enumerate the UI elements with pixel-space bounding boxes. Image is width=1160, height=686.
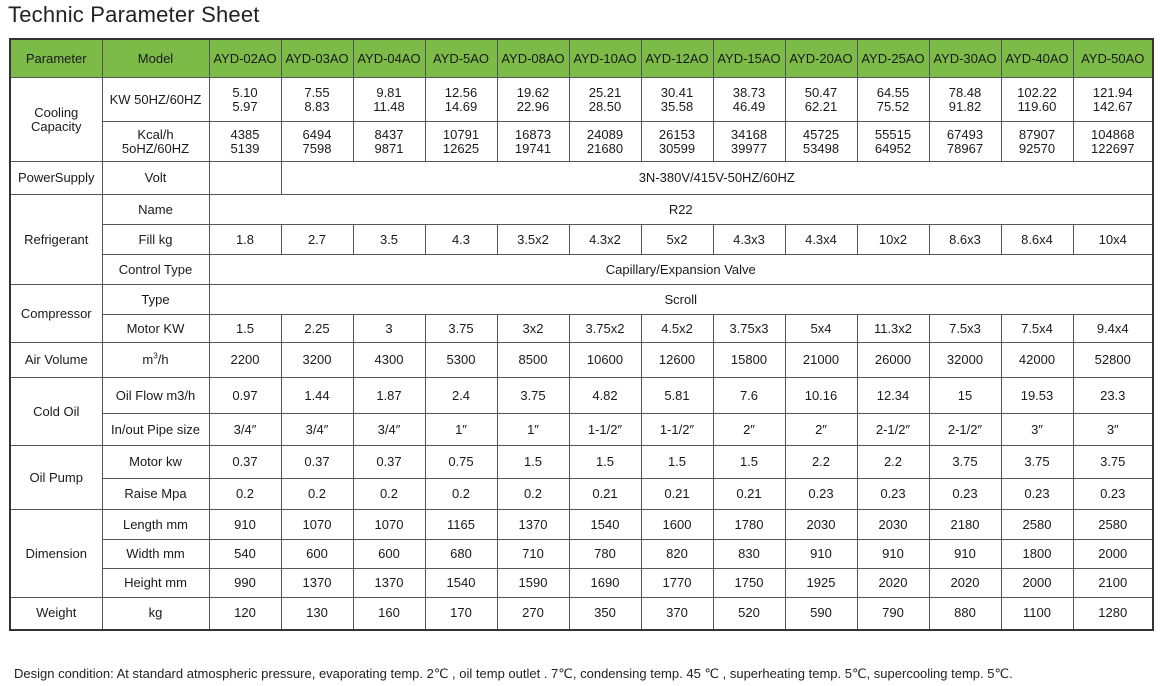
value-cell: 4.3 (425, 225, 497, 255)
value-cell: 2.4 (425, 378, 497, 414)
header-model: Model (102, 39, 209, 78)
label-motor-kw: Motor KW (102, 315, 209, 343)
value-line: 8437 (374, 126, 404, 142)
value-cell: 130 (281, 598, 353, 630)
value-cell: 0.97 (209, 378, 281, 414)
value-line: 121.94 (1092, 84, 1133, 100)
table-row (10, 510, 1153, 540)
value-cell: 350 (569, 598, 641, 630)
value-cell: 830 (713, 540, 785, 569)
value-cell (713, 122, 785, 162)
value-cell (209, 122, 281, 162)
value-cell: 2580 (1001, 510, 1073, 540)
value-cell: 1800 (1001, 540, 1073, 569)
value-cell: 0.75 (425, 446, 497, 479)
value-cell (353, 78, 425, 122)
value-cell: 1″ (497, 414, 569, 446)
value-cell: 1-1/2″ (569, 414, 641, 446)
value-cell: 2580 (1073, 510, 1153, 540)
value-line: 119.60 (1017, 98, 1057, 114)
model-column: AYD-40AO (1001, 39, 1073, 78)
value-cell: 1600 (641, 510, 713, 540)
value-line: 5.10 (232, 84, 258, 100)
value-cell: 32000 (929, 343, 1001, 378)
group-compressor: Compressor (10, 285, 102, 343)
value-cell: 0.21 (641, 479, 713, 510)
value-cell (281, 78, 353, 122)
label-height: Height mm (102, 569, 209, 598)
value-cell (209, 78, 281, 122)
table-row (10, 195, 1153, 225)
value-cell: 1-1/2″ (641, 414, 713, 446)
value-cell: 4.3x2 (569, 225, 641, 255)
value-cell: 3.75x2 (569, 315, 641, 343)
value-cell: 10.16 (785, 378, 857, 414)
value-cell (713, 78, 785, 122)
value-line: 8.83 (304, 98, 330, 114)
value-cell: 1100 (1001, 598, 1073, 630)
unit-kw: KW 50HZ/60HZ (102, 78, 209, 122)
value-cell: 1770 (641, 569, 713, 598)
value-line: 62.21 (804, 98, 838, 114)
value-cell: 600 (281, 540, 353, 569)
value-cell: 0.21 (569, 479, 641, 510)
table-row (10, 255, 1153, 285)
value-cell: 2200 (209, 343, 281, 378)
value-line: 78.48 (948, 84, 982, 100)
group-oil-pump: Oil Pump (10, 446, 102, 510)
value-line: 25.21 (588, 84, 622, 100)
value-cell (857, 78, 929, 122)
value-line: 55515 (874, 126, 912, 142)
unit-kcal: Kcal/h 5oHZ/60HZ (102, 122, 209, 162)
value-cell: 1.5 (209, 315, 281, 343)
value-cell (641, 78, 713, 122)
table-row (10, 122, 1153, 162)
value-cell: 1540 (569, 510, 641, 540)
value-cell: 2-1/2″ (929, 414, 1001, 446)
unit-volt: Volt (102, 162, 209, 195)
value-cell: 1″ (425, 414, 497, 446)
table-row (10, 343, 1153, 378)
table-row (10, 378, 1153, 414)
value-cell: 1.5 (497, 446, 569, 479)
value-line: 142.67 (1092, 98, 1133, 114)
value-cell (569, 78, 641, 122)
value-cell: 910 (785, 540, 857, 569)
value-line: 122697 (1091, 140, 1135, 156)
value-cell (1073, 122, 1153, 162)
value-cell: 2100 (1073, 569, 1153, 598)
value-line: 64952 (874, 140, 912, 156)
group-weight: Weight (10, 598, 102, 630)
table-row (10, 479, 1153, 510)
model-column: AYD-50AO (1073, 39, 1153, 78)
value-cell: 910 (857, 540, 929, 569)
value-cell: 0.21 (713, 479, 785, 510)
value-line: 14.69 (444, 98, 478, 114)
value-cell: 10600 (569, 343, 641, 378)
value-cell: 3.75 (425, 315, 497, 343)
value-line: 64.55 (876, 84, 910, 100)
value-line: 102.22 (1017, 84, 1057, 100)
value-cell: 2030 (857, 510, 929, 540)
model-column: AYD-03AO (281, 39, 353, 78)
value-cell: 21000 (785, 343, 857, 378)
value-cell: 170 (425, 598, 497, 630)
value-line: 6494 (302, 126, 332, 142)
value-cell: 710 (497, 540, 569, 569)
table-row (10, 78, 1153, 122)
table-row (10, 569, 1153, 598)
value-cell: 1.44 (281, 378, 353, 414)
value-cell: 270 (497, 598, 569, 630)
value-cell: 3 (353, 315, 425, 343)
value-cell: 3.5x2 (497, 225, 569, 255)
value-cell: 910 (929, 540, 1001, 569)
value-cell: 42000 (1001, 343, 1073, 378)
value-cell: 1370 (497, 510, 569, 540)
value-cell: 12.34 (857, 378, 929, 414)
value-cell (1073, 78, 1153, 122)
value-cell: 0.2 (497, 479, 569, 510)
value-cell: 5.81 (641, 378, 713, 414)
value-line: 24089 (586, 126, 624, 142)
value-cell: 7.5x3 (929, 315, 1001, 343)
value-cell: 1.87 (353, 378, 425, 414)
value-cell (497, 122, 569, 162)
model-column: AYD-12AO (641, 39, 713, 78)
value-cell: 1165 (425, 510, 497, 540)
compressor-type: Scroll (209, 285, 1153, 315)
value-line: 38.73 (732, 84, 766, 100)
value-line: 16873 (514, 126, 552, 142)
label-length: Length mm (102, 510, 209, 540)
value-cell: 1370 (281, 569, 353, 598)
value-line: 75.52 (876, 98, 910, 114)
value-line: 19.62 (516, 84, 550, 100)
design-condition-note: Design condition: At standard atmospheric pressure, evaporating temp. 2℃ , oil temp outlet . 7℃, condensing temp. 45 ℃ , superheating temp. 5℃, supercooling temp. 5℃. (14, 666, 1013, 681)
value-line: 35.58 (660, 98, 694, 114)
table-row (10, 285, 1153, 315)
value-cell: 1750 (713, 569, 785, 598)
power-value: 3N-380V/415V-50HZ/60HZ (281, 162, 1153, 195)
value-cell: 10x2 (857, 225, 929, 255)
value-cell: 1.5 (569, 446, 641, 479)
value-line: 7.55 (304, 84, 330, 100)
value-cell: 120 (209, 598, 281, 630)
value-cell: 8.6x4 (1001, 225, 1073, 255)
label-raise: Raise Mpa (102, 479, 209, 510)
value-line: 30.41 (660, 84, 694, 100)
model-column: AYD-30AO (929, 39, 1001, 78)
value-cell: 5300 (425, 343, 497, 378)
value-cell: 540 (209, 540, 281, 569)
group-cooling-capacity: Cooling Capacity (10, 78, 102, 162)
table-row (10, 225, 1153, 255)
value-line: 46.49 (732, 98, 766, 114)
label-motor-kw: Motor kw (102, 446, 209, 479)
header-row (10, 39, 1153, 78)
value-cell: 1370 (353, 569, 425, 598)
table-row (10, 162, 1153, 195)
model-column: AYD-02AO (209, 39, 281, 78)
value-line: 9871 (374, 140, 404, 156)
value-cell: 3″ (1001, 414, 1073, 446)
value-line: 22.96 (516, 98, 550, 114)
value-line: 4385 (230, 126, 260, 142)
value-cell: 3/4″ (281, 414, 353, 446)
value-cell (425, 122, 497, 162)
group-dimension: Dimension (10, 510, 102, 598)
value-cell: 10x4 (1073, 225, 1153, 255)
value-line: 12.56 (444, 84, 478, 100)
value-cell: 160 (353, 598, 425, 630)
value-cell: 2″ (713, 414, 785, 446)
label-name: Name (102, 195, 209, 225)
value-line: 5.97 (232, 98, 258, 114)
value-line: 28.50 (588, 98, 622, 114)
value-cell: 1590 (497, 569, 569, 598)
value-line: 19741 (514, 140, 552, 156)
value-cell: 4300 (353, 343, 425, 378)
header-parameter: Parameter (10, 39, 102, 78)
value-cell: 0.2 (209, 479, 281, 510)
value-line: 12625 (442, 140, 480, 156)
value-cell: 3.75 (929, 446, 1001, 479)
value-cell: 1280 (1073, 598, 1153, 630)
value-cell: 2.2 (785, 446, 857, 479)
value-cell: 26000 (857, 343, 929, 378)
value-line: 45725 (802, 126, 840, 142)
value-cell: 4.3x3 (713, 225, 785, 255)
empty-cell (209, 162, 281, 195)
unit-m3h: $m^3/h$ (102, 343, 209, 378)
value-line: 7598 (302, 140, 332, 156)
value-cell (353, 122, 425, 162)
value-cell: 1780 (713, 510, 785, 540)
value-cell: 3.75 (1073, 446, 1153, 479)
value-cell: 1070 (353, 510, 425, 540)
value-cell: 1925 (785, 569, 857, 598)
value-cell: 880 (929, 598, 1001, 630)
value-line: 34168 (730, 126, 768, 142)
value-cell: 3x2 (497, 315, 569, 343)
value-cell: 520 (713, 598, 785, 630)
value-cell: 3.75x3 (713, 315, 785, 343)
model-column: AYD-10AO (569, 39, 641, 78)
value-cell: 1.5 (713, 446, 785, 479)
label-fill: Fill kg (102, 225, 209, 255)
value-cell: 370 (641, 598, 713, 630)
value-cell: 1.8 (209, 225, 281, 255)
value-cell: 990 (209, 569, 281, 598)
value-cell: 9.4x4 (1073, 315, 1153, 343)
value-cell (569, 122, 641, 162)
model-column: AYD-20AO (785, 39, 857, 78)
value-cell: 0.2 (425, 479, 497, 510)
value-cell: 0.23 (857, 479, 929, 510)
value-cell: 5x2 (641, 225, 713, 255)
value-cell: 4.82 (569, 378, 641, 414)
value-cell: 2″ (785, 414, 857, 446)
model-column: AYD-15AO (713, 39, 785, 78)
value-line: 26153 (658, 126, 696, 142)
value-cell: 2.25 (281, 315, 353, 343)
value-cell: 15 (929, 378, 1001, 414)
unit-kg: kg (102, 598, 209, 630)
value-line: 50.47 (804, 84, 838, 100)
value-line: 9.81 (376, 84, 402, 100)
value-cell (497, 78, 569, 122)
model-column: AYD-08AO (497, 39, 569, 78)
value-cell: 5x4 (785, 315, 857, 343)
label-type: Type (102, 285, 209, 315)
value-line: 10791 (442, 126, 480, 142)
table-row (10, 315, 1153, 343)
value-cell: 910 (209, 510, 281, 540)
value-cell: 4.3x4 (785, 225, 857, 255)
value-cell: 0.23 (929, 479, 1001, 510)
value-cell: 3/4″ (209, 414, 281, 446)
table-row (10, 414, 1153, 446)
value-cell: 3.5 (353, 225, 425, 255)
value-cell: 52800 (1073, 343, 1153, 378)
value-cell: 0.2 (281, 479, 353, 510)
value-cell: 2180 (929, 510, 1001, 540)
group-power-supply: PowerSupply (10, 162, 102, 195)
value-cell: 3.75 (1001, 446, 1073, 479)
label-oil-flow: Oil Flow m3/h (102, 378, 209, 414)
value-cell: 780 (569, 540, 641, 569)
value-cell (857, 122, 929, 162)
value-cell (1001, 122, 1073, 162)
group-air-volume: Air Volume (10, 343, 102, 378)
value-line: 11.48 (373, 98, 405, 114)
value-line: 92570 (1018, 140, 1056, 156)
value-cell: 0.23 (1001, 479, 1073, 510)
model-column: AYD-25AO (857, 39, 929, 78)
value-cell (929, 78, 1001, 122)
value-cell: 2.2 (857, 446, 929, 479)
value-cell: 8.6x3 (929, 225, 1001, 255)
value-cell: 600 (353, 540, 425, 569)
value-cell: 11.3x2 (857, 315, 929, 343)
refrigerant-name: R22 (209, 195, 1153, 225)
value-line: 87907 (1018, 126, 1056, 142)
table-row (10, 540, 1153, 569)
value-cell: 680 (425, 540, 497, 569)
label-pipe-size: In/out Pipe size (102, 414, 209, 446)
value-cell: 1540 (425, 569, 497, 598)
value-cell: 2-1/2″ (857, 414, 929, 446)
value-cell: 4.5x2 (641, 315, 713, 343)
value-cell (785, 122, 857, 162)
value-cell: 2.7 (281, 225, 353, 255)
value-cell: 0.23 (785, 479, 857, 510)
value-line: 67493 (946, 126, 984, 142)
value-cell: 12600 (641, 343, 713, 378)
value-cell: 8500 (497, 343, 569, 378)
value-cell (1001, 78, 1073, 122)
value-cell: 2030 (785, 510, 857, 540)
value-cell: 2020 (929, 569, 1001, 598)
model-column: AYD-5AO (425, 39, 497, 78)
value-cell: 19.53 (1001, 378, 1073, 414)
value-cell: 2000 (1073, 540, 1153, 569)
table-row (10, 446, 1153, 479)
value-cell: 0.2 (353, 479, 425, 510)
value-line: 78967 (946, 140, 984, 156)
group-refrigerant: Refrigerant (10, 195, 102, 285)
table-row (10, 598, 1153, 630)
value-line: 39977 (730, 140, 768, 156)
value-line: 53498 (802, 140, 840, 156)
value-cell: 0.37 (209, 446, 281, 479)
value-line: 91.82 (948, 98, 982, 114)
value-cell (785, 78, 857, 122)
model-column: AYD-04AO (353, 39, 425, 78)
value-cell: 3.75 (497, 378, 569, 414)
value-cell: 1070 (281, 510, 353, 540)
value-cell: 2000 (1001, 569, 1073, 598)
value-cell (641, 122, 713, 162)
value-cell: 15800 (713, 343, 785, 378)
label-control-type: Control Type (102, 255, 209, 285)
value-cell: 7.6 (713, 378, 785, 414)
value-cell: 2020 (857, 569, 929, 598)
label-width: Width mm (102, 540, 209, 569)
page-title: Technic Parameter Sheet (8, 2, 260, 27)
value-cell: 0.23 (1073, 479, 1153, 510)
value-cell: 7.5x4 (1001, 315, 1073, 343)
value-cell: 3/4″ (353, 414, 425, 446)
value-cell (425, 78, 497, 122)
control-type-value: Capillary/Expansion Valve (209, 255, 1153, 285)
group-cold-oil: Cold Oil (10, 378, 102, 446)
value-cell: 0.37 (281, 446, 353, 479)
value-cell: 590 (785, 598, 857, 630)
value-cell: 0.37 (353, 446, 425, 479)
value-cell (281, 122, 353, 162)
value-line: 30599 (658, 140, 696, 156)
value-cell: 820 (641, 540, 713, 569)
value-line: 104868 (1091, 126, 1135, 142)
value-cell: 3″ (1073, 414, 1153, 446)
value-cell: 1690 (569, 569, 641, 598)
value-line: 21680 (586, 140, 624, 156)
parameter-table (9, 38, 1154, 631)
value-cell: 790 (857, 598, 929, 630)
value-line: 5139 (230, 140, 260, 156)
value-cell: 1.5 (641, 446, 713, 479)
value-cell: 23.3 (1073, 378, 1153, 414)
value-cell (929, 122, 1001, 162)
value-cell: 3200 (281, 343, 353, 378)
